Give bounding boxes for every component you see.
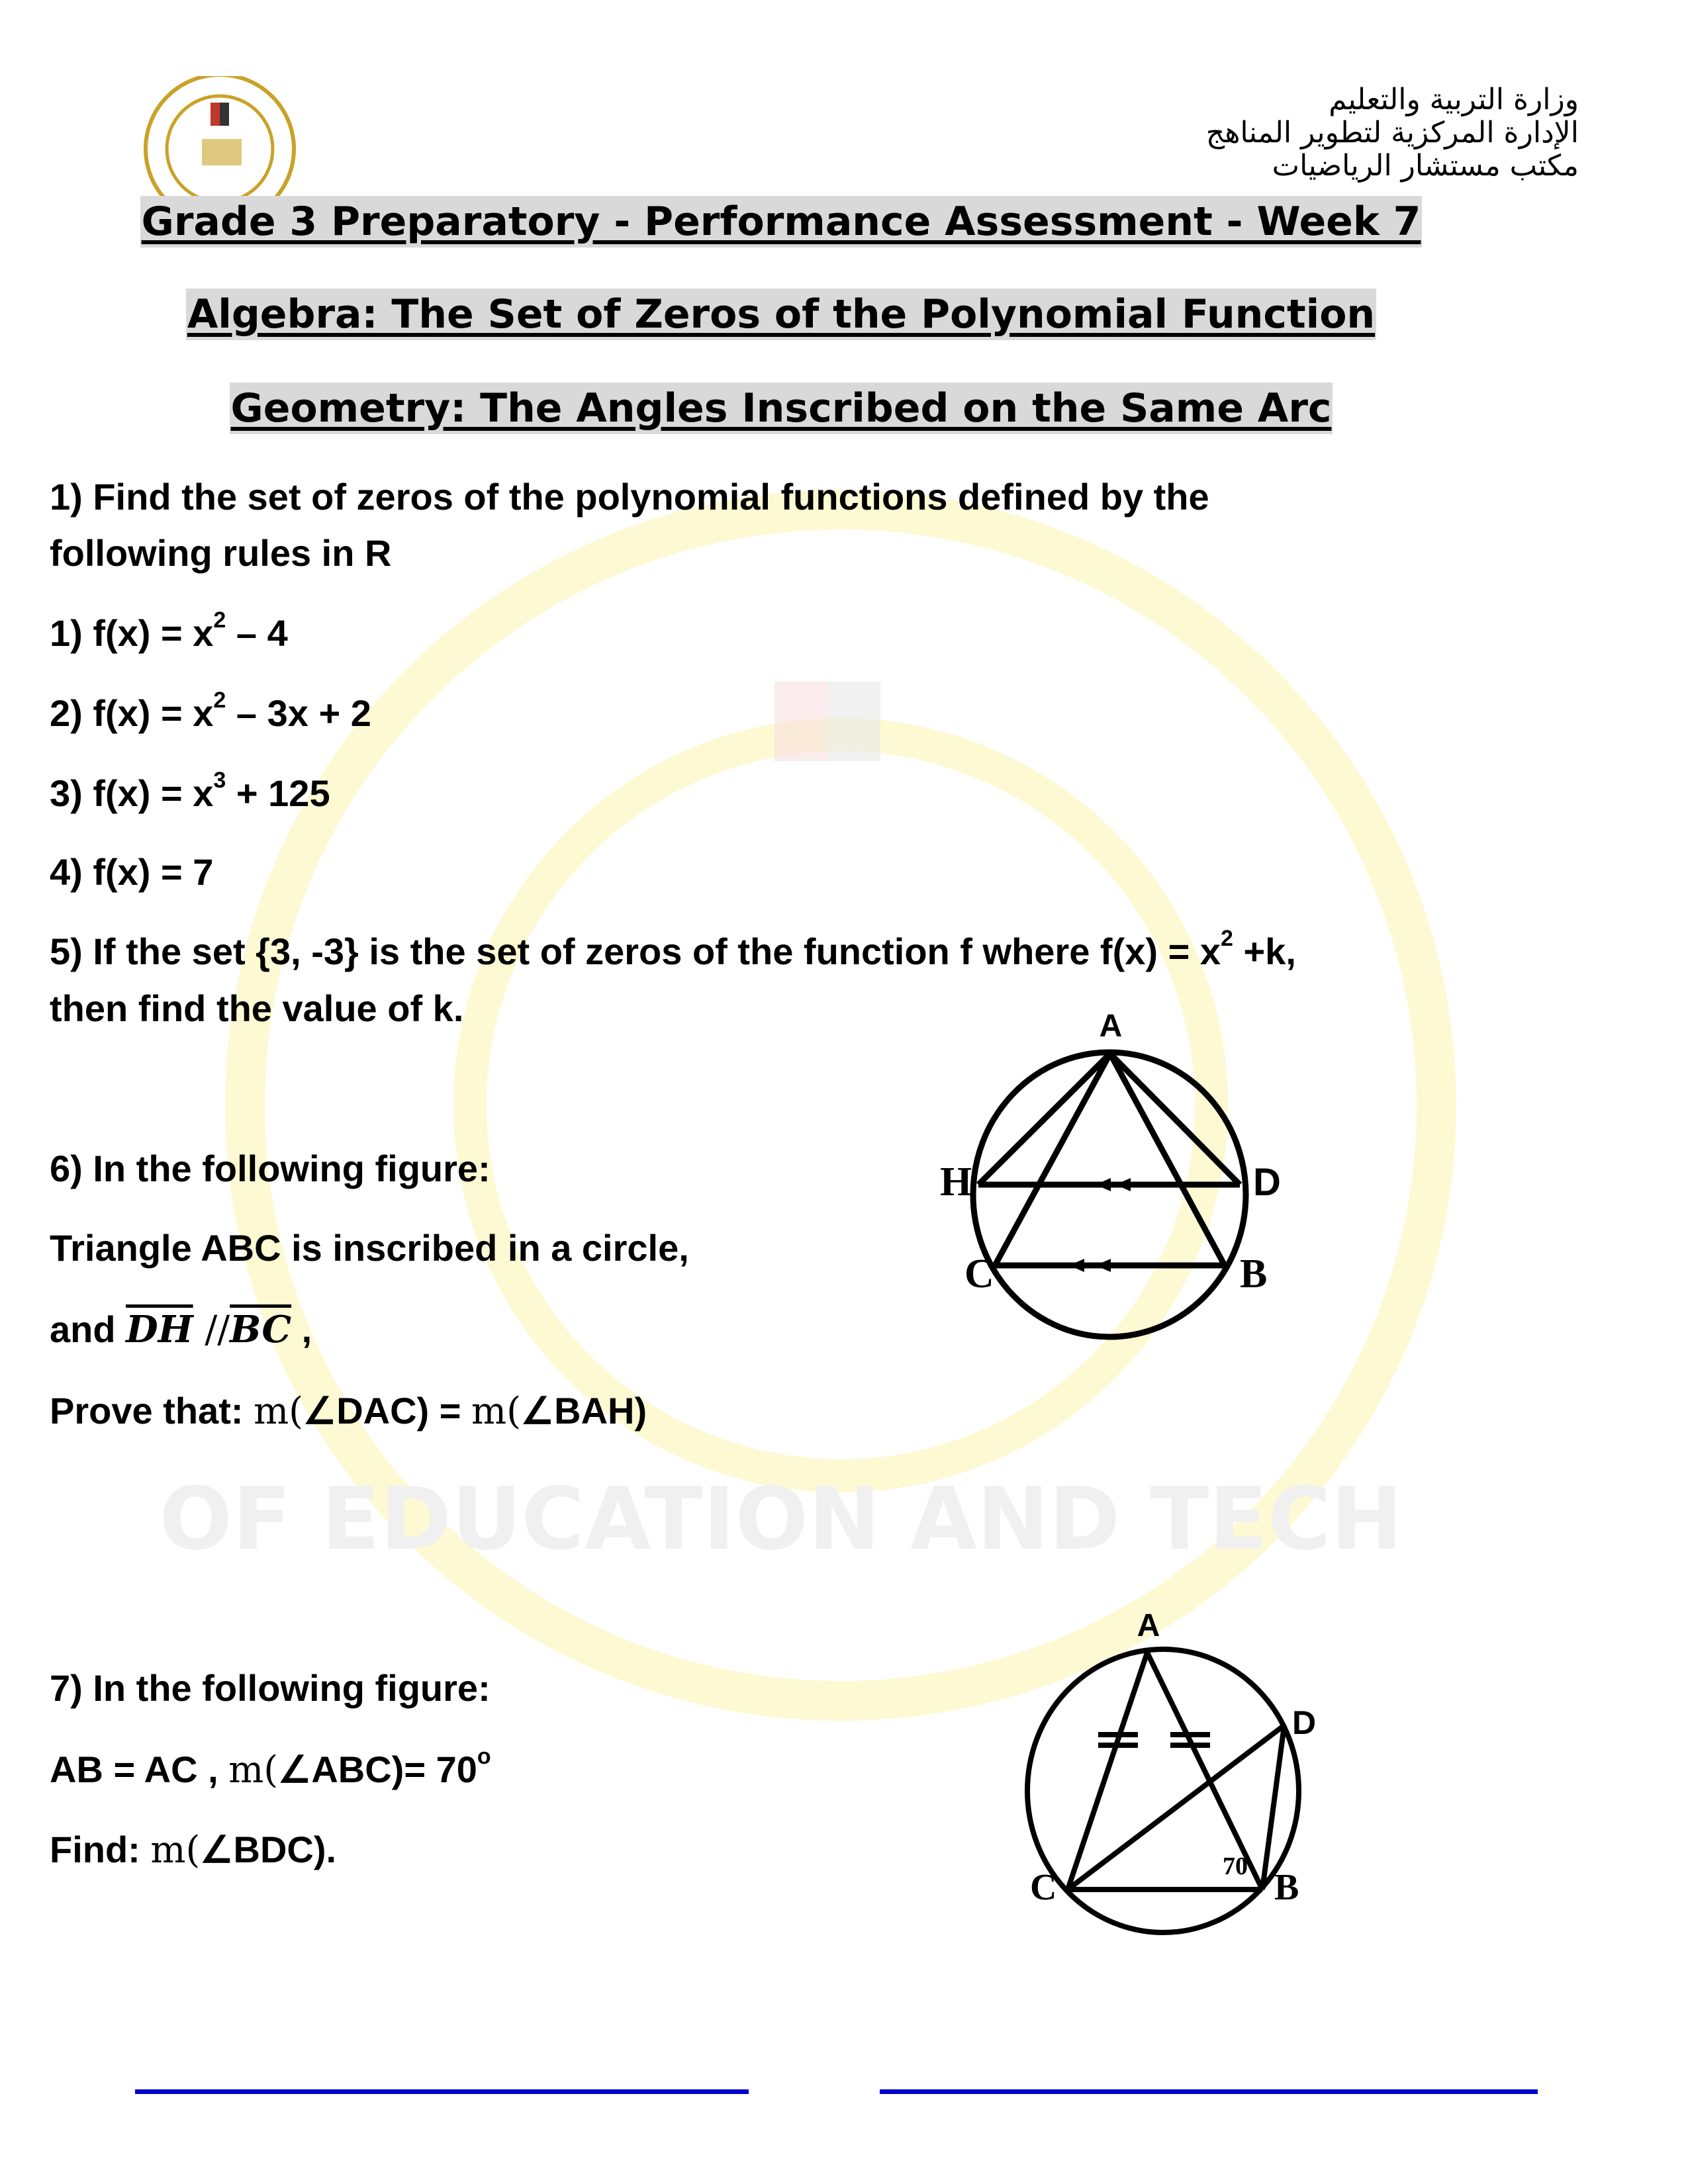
label-C: C <box>964 1251 994 1297</box>
footer-line-left <box>135 2089 749 2094</box>
q7-find: Find: m(∠BDC). <box>50 1829 337 1872</box>
angle-label-70: 70 <box>1223 1852 1248 1880</box>
label-B: B <box>1240 1251 1268 1297</box>
title-geometry: Geometry: The Angles Inscribed on the Same Arc <box>0 385 1562 432</box>
label-H: H <box>940 1160 972 1205</box>
title-algebra: Algebra: The Set of Zeros of the Polynomial Function <box>0 291 1562 338</box>
q7-given: AB = AC , m(∠ABC)= $70^o$ <box>50 1744 491 1792</box>
q5-prompt: 5) If the set {3, -3} is the set of zeros of the function f where $f(x) = x^2 +k$, <box>50 926 1296 972</box>
q6-prove: Prove that: m(∠DAC) = m(∠BAH) <box>50 1390 647 1433</box>
footer-line-right <box>880 2089 1538 2094</box>
q6-given: Triangle ABC is inscribed in a circle, <box>50 1227 689 1269</box>
label-A: A <box>1099 1009 1123 1044</box>
q1-prompt-cont: following rules in R <box>50 532 392 574</box>
q1-item-3: 3) $f(x) = x^3 + 125$ <box>50 768 330 814</box>
q6-parallel: and $\overline{DH}$ $//\overline{BC}$ , <box>50 1308 312 1351</box>
label-B: B <box>1274 1867 1299 1908</box>
ministry-name: وزارة التربية والتعليم <box>1329 83 1579 116</box>
office-name: مكتب مستشار الرياضيات <box>1272 149 1579 183</box>
q1-item-2: 2) $f(x) = x^2 - 3x + 2$ <box>50 688 371 734</box>
title-week: Grade 3 Preparatory - Performance Assessment - Week 7 <box>0 199 1562 245</box>
label-D: D <box>1253 1161 1281 1204</box>
equal-marks <box>1098 1732 1210 1748</box>
q6-prompt: 6) In the following figure: <box>50 1148 491 1189</box>
q1-item-4: 4) f(x) = 7 <box>50 851 214 893</box>
q1-prompt: 1) Find the set of zeros of the polynomial functions defined by the <box>50 476 1209 518</box>
label-A: A <box>1137 1608 1160 1643</box>
segment-AC <box>1068 1653 1147 1889</box>
label-C: C <box>1030 1867 1057 1908</box>
department-name: الإدارة المركزية لتطوير المناهج <box>1205 116 1579 150</box>
q7-prompt: 7) In the following figure: <box>50 1667 491 1709</box>
watermark-text: OF EDUCATION AND TECH <box>159 1469 1403 1569</box>
label-D: D <box>1292 1704 1317 1741</box>
q1-item-1: 1) $f(x) = x^2 - 4$ <box>50 608 288 654</box>
q5-prompt-cont: then find the value of k. <box>50 987 464 1029</box>
